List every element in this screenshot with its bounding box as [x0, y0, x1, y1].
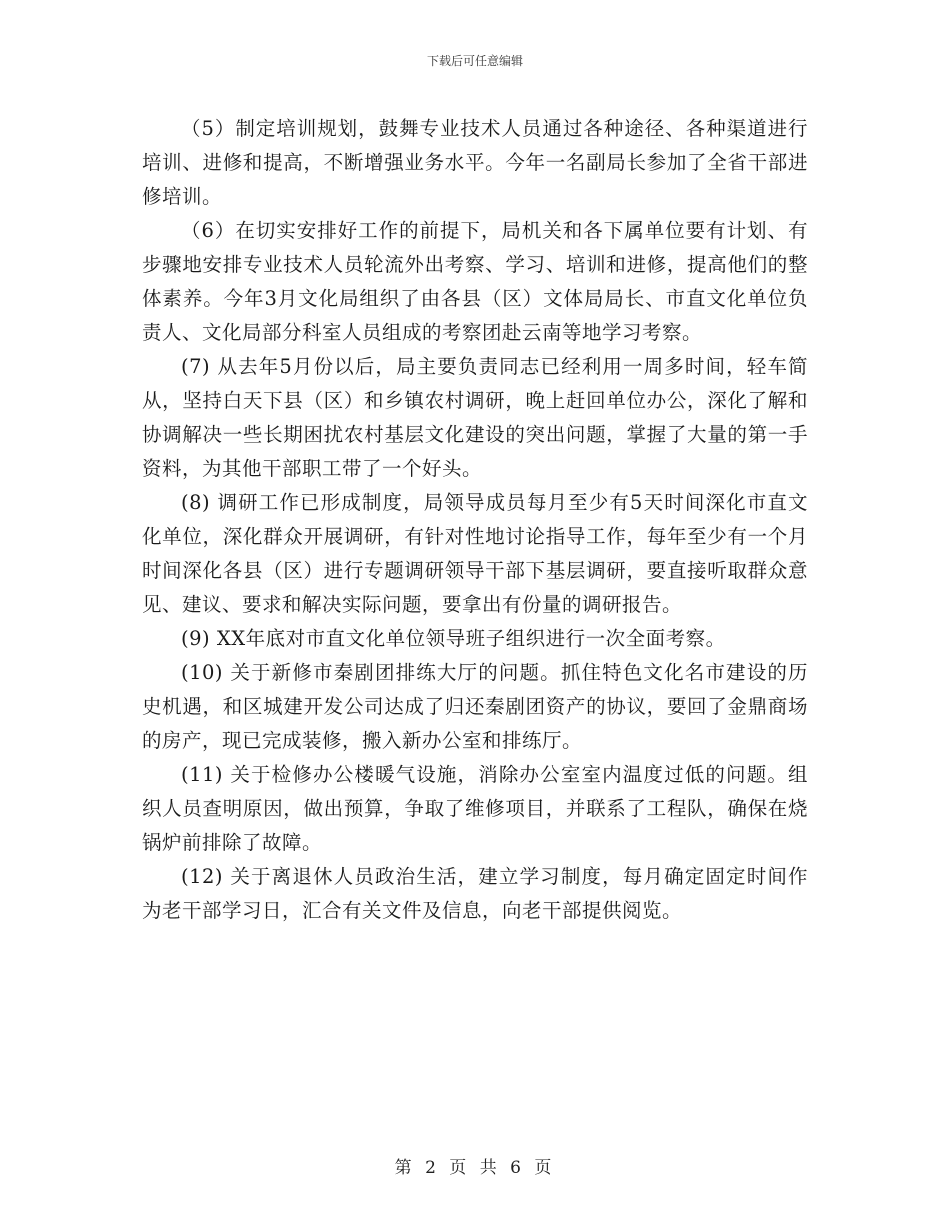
paragraph-5: （5）制定培训规划，鼓舞专业技术人员通过各种途径、各种渠道进行培训、进修和提高，不断增强业务水平。今年一名副局长参加了全省干部进修培训。 [142, 117, 808, 208]
paragraph-6: （6）在切实安排好工作的前提下，局机关和各下属单位要有计划、有步骤地安排专业技术人员轮流外出考察、学习、培训和进修，提高他们的整体素养。今年3月文化局组织了由各县（区）文体局局长、市直文化单位负责人、文化局部分科室人员组成的考察团赴云南等地学习考察。 [142, 219, 808, 344]
paragraph-7: (7) 从去年5月份以后，局主要负责同志已经利用一周多时间，轻车简从，坚持白天下县（区）和乡镇农村调研，晚上赶回单位办公，深化了解和协调解决一些长期困扰农村基层文化建设的突出问题，掌握了大量的第一手资料，为其他干部职工带了一个好头。 [142, 355, 808, 480]
paragraph-11: (11) 关于检修办公楼暖气设施，消除办公室室内温度过低的问题。组织人员查明原因，做出预算，争取了维修项目，并联系了工程队，确保在烧锅炉前排除了故障。 [142, 763, 808, 854]
paragraph-12: (12) 关于离退休人员政治生活，建立学习制度，每月确定固定时间作为老干部学习日，汇合有关文件及信息，向老干部提供阅览。 [142, 865, 808, 922]
paragraph-9: (9) XX年底对市直文化单位领导班子组织进行一次全面考察。 [181, 627, 726, 650]
page-number: 第 2 页 共 6 页 [394, 1158, 556, 1178]
paragraph-8: (8) 调研工作已形成制度，局领导成员每月至少有5天时间深化市直文化单位，深化群众开展调研，有针对性地讨论指导工作，每年至少有一个月时间深化各县（区）进行专题调研领导干部下基层调研，要直接听取群众意见、建议、要求和解决实际问题，要拿出有份量的调研报告。 [142, 491, 808, 616]
paragraph-10: (10) 关于新修市秦剧团排练大厅的问题。抓住特色文化名市建设的历史机遇，和区城建开发公司达成了归还秦剧团资产的协议，要回了金鼎商场的房产，现已完成装修，搬入新办公室和排练厅。 [142, 661, 808, 752]
document-body [142, 112, 808, 928]
page-header: 下载后可任意编辑 [426, 54, 523, 68]
